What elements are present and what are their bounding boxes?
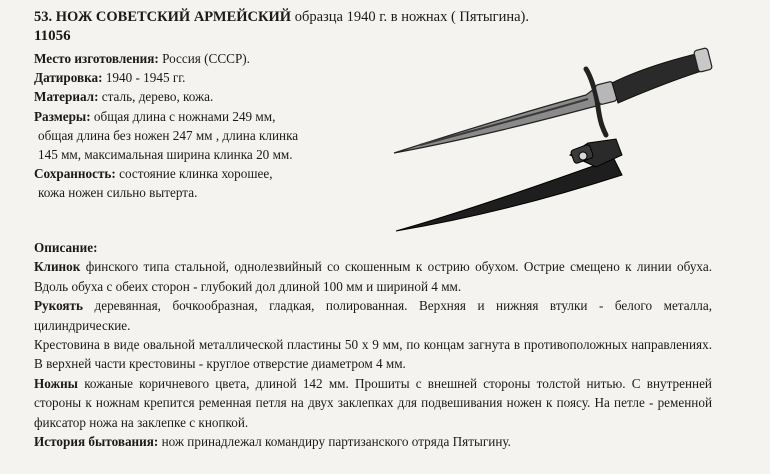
item-title-rest: образца 1940 г. в ножнах ( Пятыгина). [294, 9, 529, 25]
sheath-text: кожаные коричневого цвета, длиной 142 мм. Прошиты с внешней стороны толстой нитью. С внутренней стороны к ножнам крепится ременная петля на двух заклепках для подвешивания ножен к поясу. На петле - ременной фиксатор ножа на заклепке с кнопкой. [34, 375, 712, 430]
meta-size-line2: общая длина без ножен 247 мм , длина клинка [38, 127, 299, 143]
knife-photo-icon [394, 48, 712, 153]
meta-place-value: Россия (СССР). [162, 51, 250, 66]
meta-size-label: Размеры: [34, 108, 91, 124]
meta-place-label: Место изготовления: [34, 51, 159, 66]
meta-size-line3: 145 мм, максимальная ширина клинка 20 мм. [38, 147, 293, 163]
sheath-label: Ножны [34, 375, 78, 391]
history-label: История бытования: [34, 434, 159, 450]
blade-label: Клинок [34, 259, 81, 275]
lot-number: 11056 [34, 28, 71, 44]
meta-condition-label: Сохранность: [34, 166, 116, 182]
history-text: нож принадлежал командиру партизанского отряда Пятыгину. [161, 434, 511, 450]
meta-date-value: 1940 - 1945 гг. [105, 70, 186, 86]
item-title-main: 53. НОЖ СОВЕТСКИЙ АРМЕЙСКИЙ [34, 9, 292, 25]
description-sheath [34, 374, 712, 432]
meta-date-label: Датировка: [34, 70, 103, 86]
item-description [34, 238, 712, 451]
meta-size [34, 107, 364, 126]
meta-place [34, 49, 364, 68]
handle-label: Рукоять [34, 298, 84, 314]
item-meta [34, 49, 364, 203]
meta-condition-line1: состояние клинка хорошее, [119, 166, 273, 182]
knife-illustration [390, 35, 720, 235]
blade-text: финского типа стальной, однолезвийный со скошенным к острию обухом. Острие смещено к линии обуха. Вдоль обуха с обеих сторон - глубокий дол длиной 100 мм и шириной 4 мм. [34, 259, 712, 294]
handle-text: деревянная, бочкообразная, гладкая, полированная. Верхняя и нижняя втулки - белого металла, цилиндрические. [34, 298, 712, 333]
meta-condition-line2: кожа ножен сильно вытерта. [38, 185, 198, 201]
description-heading: Описание: [34, 240, 98, 255]
item-illustration [390, 35, 720, 240]
meta-condition [34, 164, 364, 183]
description-guard: Крестовина в виде овальной металлической пластины 50 х 9 мм, по концам загнута в противоположных направлениях. В верхней части крестовины - круглое отверстие диаметром 4 мм. [34, 337, 712, 372]
meta-size-line1: общая длина с ножнами 249 мм, [93, 108, 276, 124]
meta-date [34, 68, 364, 87]
meta-material [34, 87, 364, 106]
description-history [34, 432, 712, 451]
meta-material-value: сталь, дерево, кожа. [101, 89, 214, 105]
meta-material-label: Материал: [34, 89, 99, 105]
item-title [34, 8, 754, 27]
description-handle [34, 296, 712, 335]
description-blade [34, 257, 712, 296]
sheath-photo-icon [396, 139, 622, 231]
